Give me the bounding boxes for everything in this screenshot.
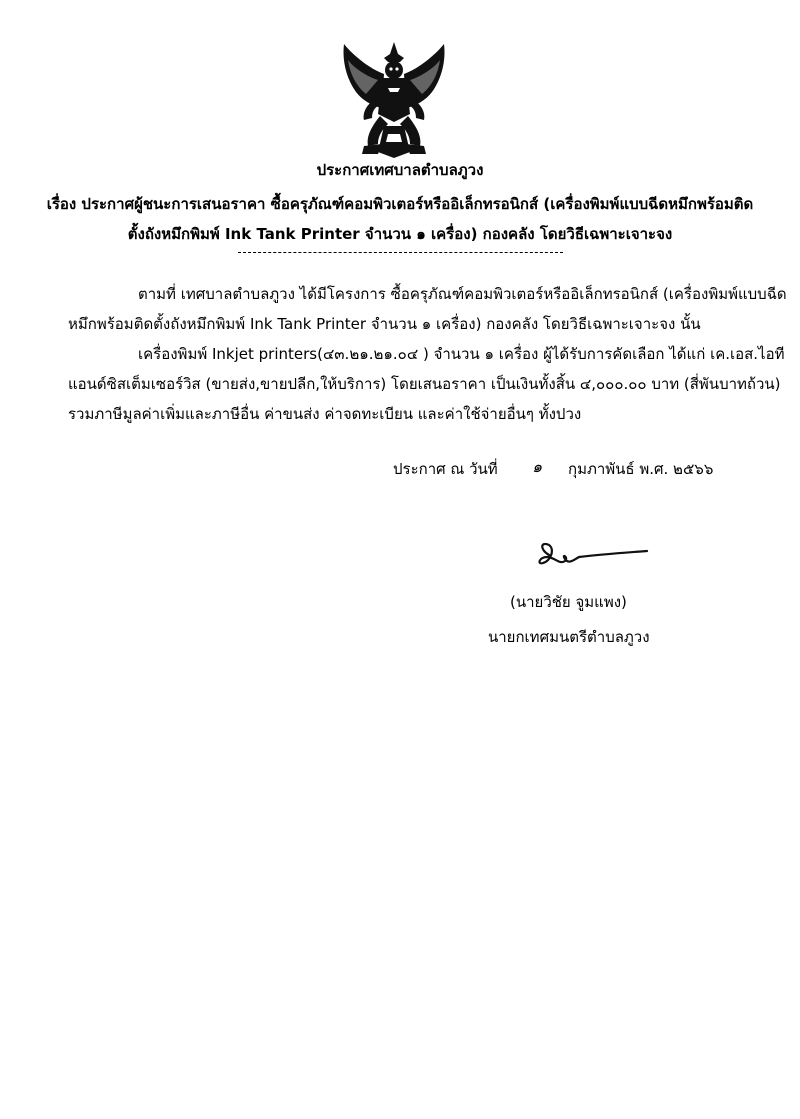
signer-position: นายกเทศมนตรีตำบลภูวง xyxy=(488,628,650,646)
garuda-emblem-icon xyxy=(338,40,450,160)
paragraph-2-line-1: เครื่องพิมพ์ Inkjet printers(๔๓.๒๑.๒๑.๐๔ ) จำนวน ๑ เครื่อง ผู้ได้รับการคัดเลือก ได้แก่ เค.เอส.ไอที xyxy=(138,345,785,363)
organization-title: ประกาศเทศบาลตำบลภูวง xyxy=(316,161,484,179)
signer-name: (นายวิชัย จูมแพง) xyxy=(510,593,627,611)
announcement-date-label: ประกาศ ณ วันที่ xyxy=(393,460,498,478)
subject-line-2: ตั้งถังหมึกพิมพ์ Ink Tank Printer จำนวน ๑ เครื่อง) กองคลัง โดยวิธีเฉพาะเจาะจง xyxy=(127,225,673,243)
announcement-month-year: กุมภาพันธ์ พ.ศ. ๒๕๖๖ xyxy=(568,460,714,478)
subject-line-1: เรื่อง ประกาศผู้ชนะการเสนอราคา ซื้อครุภัณฑ์คอมพิวเตอร์หรืออิเล็กทรอนิกส์ (เครื่องพิมพ์แบบฉีดหมึกพร้อมติด xyxy=(46,195,754,213)
paragraph-1-line-2: หมึกพร้อมติดตั้งถังหมึกพิมพ์ Ink Tank Printer จำนวน ๑ เครื่อง) กองคลัง โดยวิธีเฉพาะเจาะจง นั้น xyxy=(68,315,701,333)
paragraph-1-line-1: ตามที่ เทศบาลตำบลภูวง ได้มีโครงการ ซื้อครุภัณฑ์คอมพิวเตอร์หรืออิเล็กทรอนิกส์ (เครื่องพิมพ์แบบฉีด xyxy=(138,285,787,303)
dashed-divider xyxy=(238,252,563,253)
announcement-day: ๑ xyxy=(532,457,543,476)
paragraph-2-line-3: รวมภาษีมูลค่าเพิ่มและภาษีอื่น ค่าขนส่ง ค่าจดทะเบียน และค่าใช้จ่ายอื่นๆ ทั้งปวง xyxy=(68,405,582,423)
paragraph-2-line-2: แอนด์ซิสเต็มเซอร์วิส (ขายส่ง,ขายปลีก,ให้บริการ) โดยเสนอราคา เป็นเงินทั้งสิ้น ๔,๐๐๐.๐๐ บาท (สี่พันบาทถ้วน) xyxy=(68,375,781,393)
handwritten-signature-icon xyxy=(535,535,650,573)
